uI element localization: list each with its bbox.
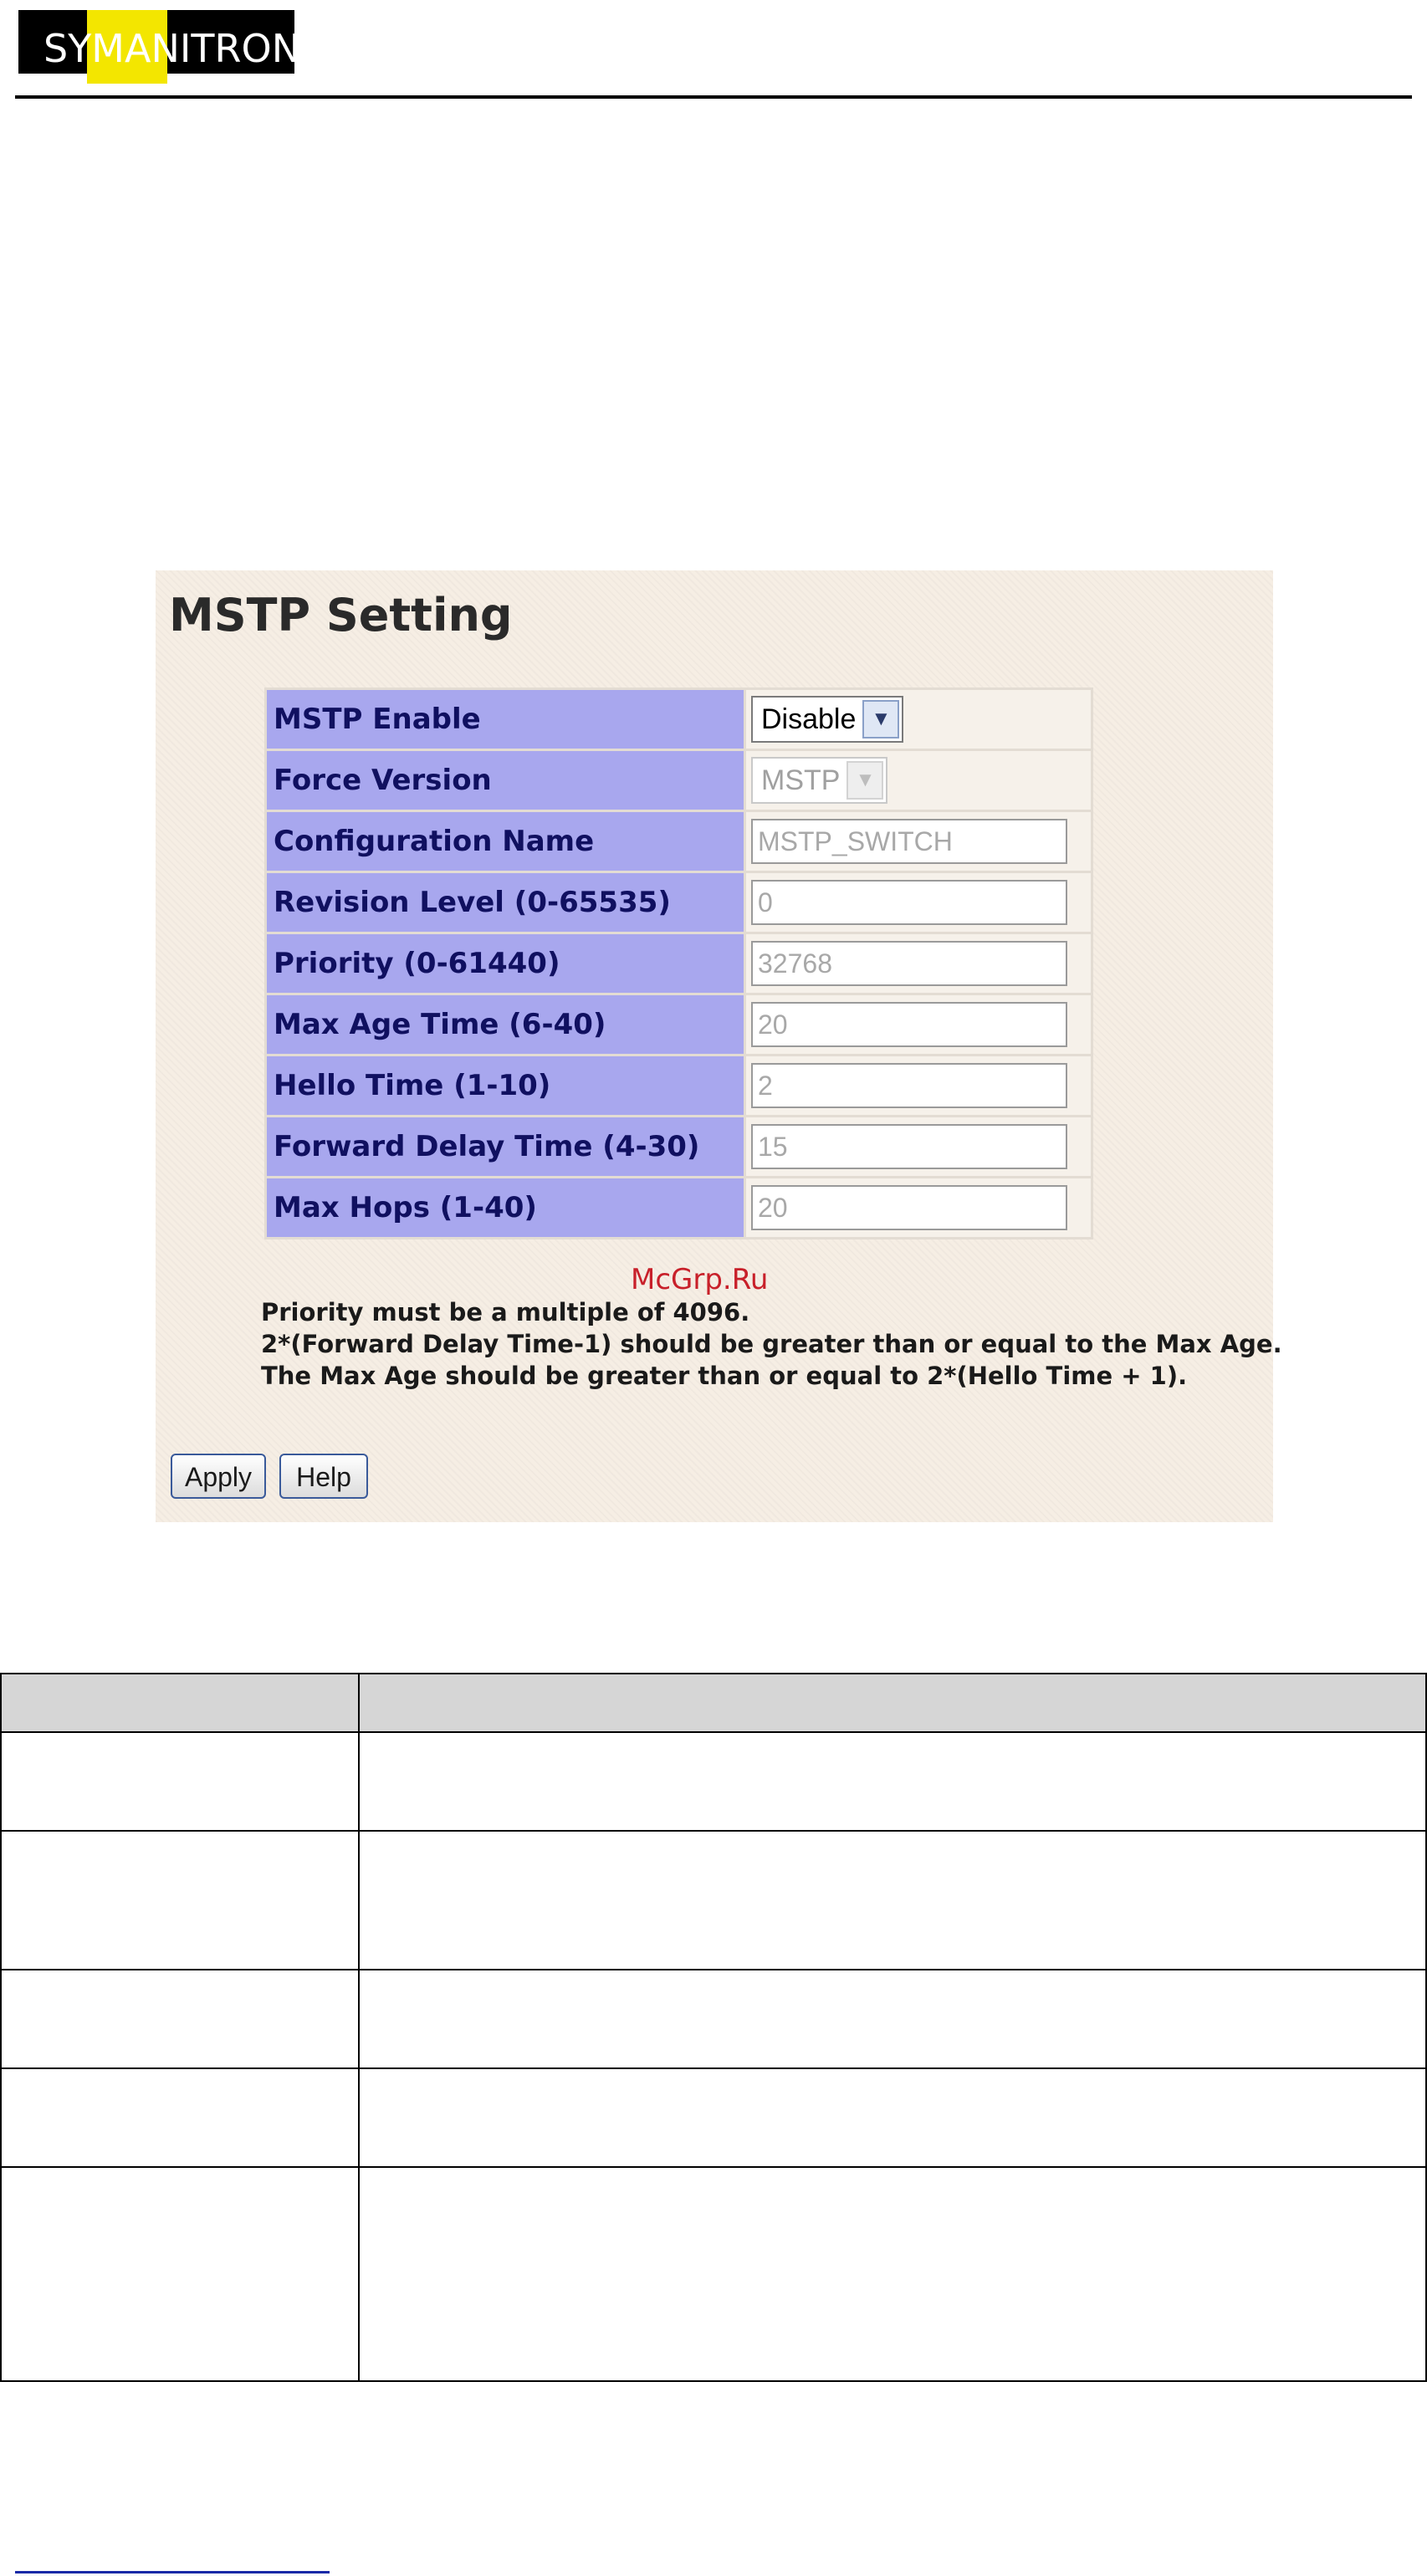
forward-delay-time-input[interactable]: 15 — [751, 1124, 1067, 1169]
mstp-enable-value: Disable — [761, 703, 857, 735]
table-cell — [1, 1831, 359, 1970]
hello-time-label: Hello Time (1-10) — [267, 1056, 744, 1115]
form-row — [267, 873, 1091, 932]
max-hops-label: Max Hops (1-40) — [267, 1178, 744, 1237]
force-version-label: Force Version — [267, 751, 744, 810]
table-header-cell — [1, 1674, 359, 1732]
configuration-name-label: Configuration Name — [267, 812, 744, 871]
note-forward-delay: 2*(Forward Delay Time-1) should be greater than or equal to the Max Age. — [261, 1330, 1282, 1358]
revision-level-input[interactable]: 0 — [751, 880, 1067, 925]
chevron-down-icon[interactable]: ▼ — [862, 700, 899, 739]
form-row — [267, 1117, 1091, 1176]
table-cell — [359, 1732, 1426, 1831]
force-version-value: MSTP — [761, 764, 841, 796]
table-row — [1, 2167, 1426, 2381]
table-row — [1, 1732, 1426, 1831]
apply-button[interactable]: Apply — [171, 1454, 266, 1499]
note-max-age: The Max Age should be greater than or equal to 2*(Hello Time + 1). — [261, 1362, 1188, 1390]
mstp-setting-panel — [156, 570, 1282, 1522]
revision-level-label: Revision Level (0-65535) — [267, 873, 744, 932]
table-cell — [1, 1970, 359, 2068]
mstp-form-table — [264, 687, 1093, 1239]
table-row — [1, 2068, 1426, 2167]
force-version-select — [751, 757, 887, 804]
mstp-enable-select[interactable] — [751, 696, 903, 743]
form-row — [267, 1056, 1091, 1115]
watermark-text: McGrp.Ru — [631, 1263, 769, 1296]
max-age-time-input[interactable]: 20 — [751, 1002, 1067, 1047]
form-row — [267, 995, 1091, 1054]
note-priority: Priority must be a multiple of 4096. — [261, 1298, 750, 1326]
form-row — [267, 1178, 1091, 1237]
priority-label: Priority (0-61440) — [267, 934, 744, 993]
logo-text: SYMANITRON — [43, 26, 301, 71]
page-title: MSTP Setting — [169, 589, 513, 641]
forward-delay-time-label: Forward Delay Time (4-30) — [267, 1117, 744, 1176]
notes-block — [261, 1296, 1282, 1392]
hello-time-input[interactable]: 2 — [751, 1063, 1067, 1108]
mstp-enable-label: MSTP Enable — [267, 690, 744, 749]
description-table — [0, 1673, 1427, 2382]
help-button[interactable]: Help — [279, 1454, 368, 1499]
form-row — [267, 934, 1091, 993]
table-cell — [1, 2167, 359, 2381]
table-cell — [1, 2068, 359, 2167]
table-header-row — [1, 1674, 1426, 1732]
table-cell — [359, 2167, 1426, 2381]
configuration-name-input[interactable]: MSTP_SWITCH — [751, 819, 1067, 864]
chevron-down-icon: ▼ — [846, 761, 883, 800]
table-row — [1, 1970, 1426, 2068]
table-cell — [359, 2068, 1426, 2167]
brand-logo — [18, 10, 301, 74]
form-row — [267, 751, 1091, 810]
max-hops-input[interactable]: 20 — [751, 1185, 1067, 1230]
max-age-time-label: Max Age Time (6-40) — [267, 995, 744, 1054]
table-cell — [359, 1831, 1426, 1970]
table-cell — [1, 1732, 359, 1831]
table-cell — [359, 1970, 1426, 2068]
table-header-cell — [359, 1674, 1426, 1732]
form-row — [267, 812, 1091, 871]
footer-link-underline — [15, 2571, 330, 2573]
header-divider — [15, 95, 1412, 99]
table-row — [1, 1831, 1426, 1970]
priority-input[interactable]: 32768 — [751, 941, 1067, 986]
form-row — [267, 690, 1091, 749]
